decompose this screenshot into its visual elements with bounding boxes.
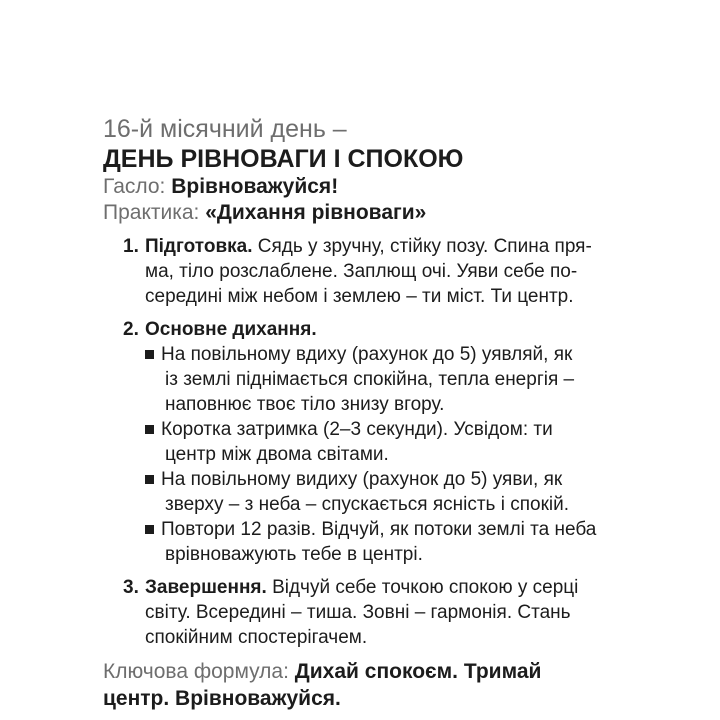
bullet-text: На повільному видиху (рахунок до 5) уяви, як [161,469,563,490]
bullet-square-icon [145,525,154,534]
bullet-text: Коротка затримка (2–3 секунди). Усвідом: ти [161,419,553,440]
list-item [145,342,643,367]
step-2 [103,317,643,567]
step-text: Відчуй себе точкою спокою у серці [272,577,579,598]
bullet-text: врівноважують тебе в центрі. [165,544,423,565]
step-text: спокійним спостерігачем. [145,627,368,648]
step-number: 1. [123,236,139,257]
bullet-text: Повтори 12 разів. Відчуй, як потоки землі та неба [161,519,597,540]
bullet-square-icon [145,475,154,484]
step-title: Підготовка. [145,236,253,257]
motto [103,174,643,200]
formula-text: центр. Врівноважуйся. [103,687,341,710]
step-number: 3. [123,577,139,598]
practice [103,200,643,226]
step-text: Сядь у зручну, стійку позу. Спина пря- [257,236,592,257]
bullet-text: На повільному вдиху (рахунок до 5) уявляй, як [161,344,573,365]
bullet-text: із землі піднімається спокійна, тепла енергія – [165,369,575,390]
key-formula [103,658,643,712]
step-3 [103,575,643,650]
page-subtitle: 16-й місячний день – [103,115,347,143]
motto-value: Врівноважуйся! [171,175,339,198]
practice-label: Практика: [103,201,200,224]
motto-label: Гасло: [103,175,166,198]
formula-text: Дихай спокоєм. Тримай [294,660,542,683]
step-text: ма, тіло розслаблене. Заплющ очі. Уяви себе по- [145,261,578,282]
step-text: середині між небом і землею – ти міст. Ти центр. [145,286,574,307]
step-1 [103,234,643,309]
step-title: Основне дихання. [145,319,317,340]
page-content [103,115,643,712]
bullet-square-icon [145,350,154,359]
list-item [145,417,643,442]
step-title: Завершення. [145,577,267,598]
practice-value: «Дихання рівноваги» [205,201,427,224]
step-number: 2. [123,319,139,340]
bullet-square-icon [145,425,154,434]
bullet-text: центр між двома світами. [165,444,389,465]
step-text: світу. Всередині – тиша. Зовні – гармонія. Стань [145,602,571,623]
bullet-text: наповнює твоє тіло знизу вгору. [165,394,445,415]
page-title: ДЕНЬ РІВНОВАГИ І СПОКОЮ [103,145,464,173]
list-item [145,517,643,542]
list-item [145,467,643,492]
formula-label: Ключова формула: [103,660,289,683]
bullet-text: зверху – з неба – спускається ясність і спокій. [165,494,570,515]
